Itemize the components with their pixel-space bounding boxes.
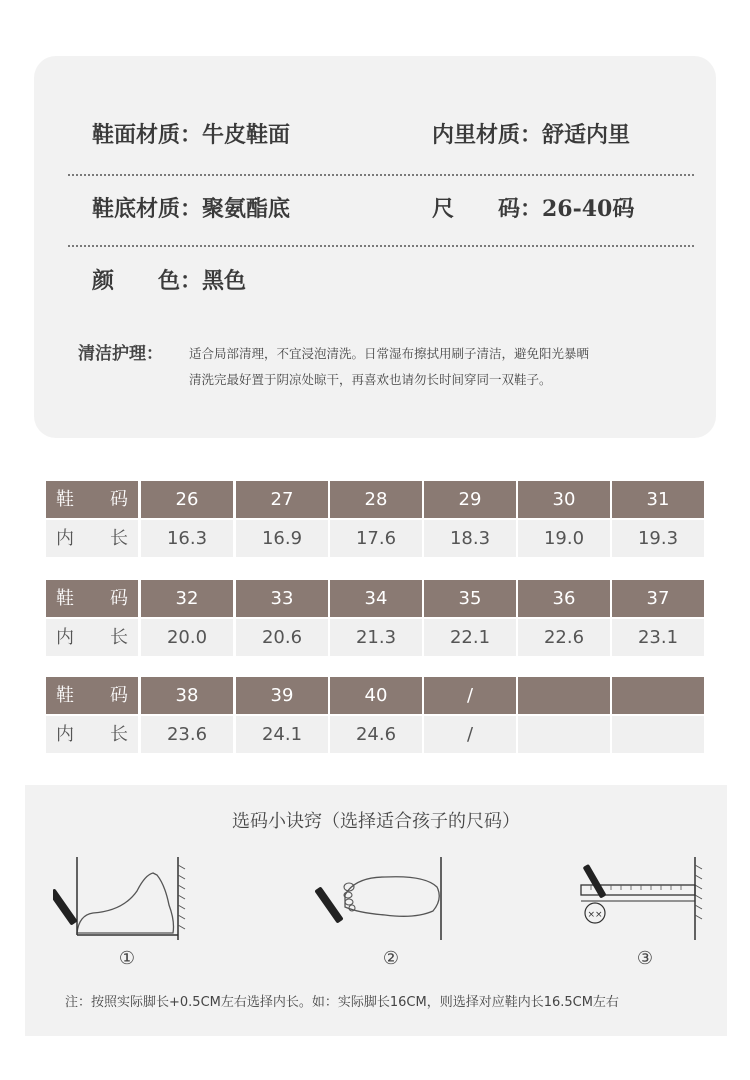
step-3-label: ③ [636,948,654,969]
size-row [46,580,706,617]
spec-card [34,56,716,438]
step-2-label: ② [382,948,400,969]
divider [68,174,694,176]
size-row-label [46,677,138,714]
row-label-char: 码 [110,588,128,609]
length-cell: 18.3 [424,520,516,557]
length-row-label [46,619,138,656]
length-cell: 21.3 [330,619,422,656]
row-label-char: 鞋 [56,489,74,510]
size-cell: 32 [141,580,233,617]
length-cell: 19.0 [518,520,610,557]
length-cell: 24.6 [330,716,422,753]
color-value: 颜 色：黑色 [92,268,247,294]
divider [68,245,694,247]
length-cell: 23.6 [141,716,233,753]
length-cell: 19.3 [612,520,704,557]
length-row [46,520,706,557]
size-cell: 26 [141,481,233,518]
row-label-char: 码 [110,685,128,706]
size-cell: 34 [330,580,422,617]
size-cell: 29 [424,481,516,518]
size-cell: 37 [612,580,704,617]
length-row-label [46,520,138,557]
size-cell: 33 [236,580,328,617]
row-label-char: 鞋 [56,588,74,609]
row-label-char: 内 [56,724,74,745]
size-cell: 30 [518,481,610,518]
step-1-label: ① [118,948,136,969]
size-cell: 36 [518,580,610,617]
length-cell: 23.1 [612,619,704,656]
foot-top-view-icon [315,855,455,945]
length-row [46,619,706,656]
length-cell: 16.9 [236,520,328,557]
size-cell: 27 [236,481,328,518]
length-cell: 22.1 [424,619,516,656]
size-table [46,580,706,656]
length-cell: 16.3 [141,520,233,557]
care-title: 清洁护理： [78,344,163,364]
size-cell: 38 [141,677,233,714]
row-label-char: 内 [56,528,74,549]
size-range: 尺 码：26-40码 [432,196,635,222]
length-row-label [46,716,138,753]
care-text-line-1: 适合局部清理，不宜浸泡清洗。日常湿布擦拭用刷子清洁，避免阳光暴晒 [189,346,590,361]
length-cell [518,716,610,753]
length-cell [612,716,704,753]
upper-material: 鞋面材质：牛皮鞋面 [92,122,291,148]
lining-material: 内里材质：舒适内里 [432,122,631,148]
size-guide-panel [25,785,727,1036]
size-cell: 35 [424,580,516,617]
row-label-char: 鞋 [56,685,74,706]
spec-row-sole [92,192,682,232]
foot-side-view-icon [53,855,193,945]
size-cell: 40 [330,677,422,714]
svg-text:××: ×× [587,910,603,920]
length-cell: 20.0 [141,619,233,656]
size-cell [518,677,610,714]
length-cell: 20.6 [236,619,328,656]
size-table [46,481,706,557]
size-guide-note: 注：按照实际脚长+0.5CM左右选择内长。如：实际脚长16CM，则选择对应鞋内长16.5CM左右 [65,995,619,1010]
size-table [46,677,706,753]
row-label-char: 长 [110,528,128,549]
size-cell: 39 [236,677,328,714]
length-cell: 24.1 [236,716,328,753]
length-cell: / [424,716,516,753]
length-row [46,716,706,753]
sole-material: 鞋底材质：聚氨酯底 [92,196,291,222]
size-cell: 28 [330,481,422,518]
size-row [46,481,706,518]
length-cell: 17.6 [330,520,422,557]
care-text-line-2: 清洗完最好置于阴凉处晾干，再喜欢也请勿长时间穿同一双鞋子。 [189,372,552,387]
row-label-char: 内 [56,627,74,648]
guide-title: 选码小诀窍（选择适合孩子的尺码） [232,811,520,832]
row-label-char: 码 [110,489,128,510]
size-cell: 31 [612,481,704,518]
size-cell: / [424,677,516,714]
ruler-measure-icon [575,855,715,945]
row-label-char: 长 [110,724,128,745]
spec-row-materials [92,118,682,158]
size-row [46,677,706,714]
size-row-label [46,580,138,617]
size-row-label [46,481,138,518]
spec-row-color [92,264,682,304]
row-label-char: 长 [110,627,128,648]
length-cell: 22.6 [518,619,610,656]
size-cell [612,677,704,714]
